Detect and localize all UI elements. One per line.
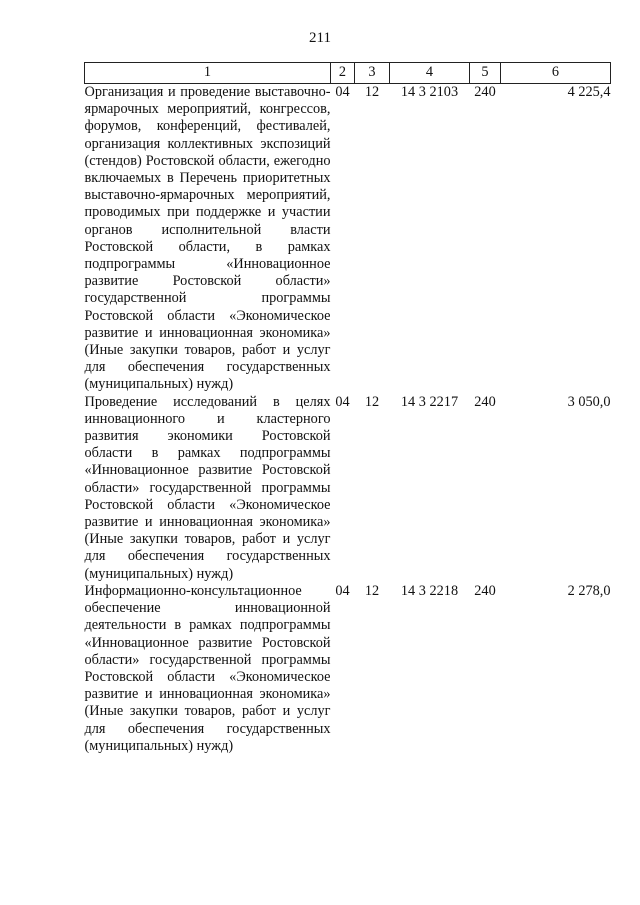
row-subsection: 12 bbox=[364, 393, 380, 410]
header-col-4: 4 bbox=[390, 63, 470, 84]
row-section: 04 bbox=[335, 393, 350, 410]
row-subsection: 12 bbox=[364, 582, 380, 599]
table-row bbox=[85, 583, 611, 755]
header-col-2: 2 bbox=[331, 63, 355, 84]
row-amount: 3 050,0 bbox=[567, 393, 611, 410]
row-description: Проведение исследований в целях инновационного и кластерного развития экономики Ростовской области в рамках подпрограммы «Инновационное развитие Ростовской области» государственной программы Ростовской области «Экономическое развитие и инновационная экономика» (Иные закупки товаров, работ и услуг для обеспечения государственных (муниципальных) нужд) bbox=[84, 393, 331, 582]
row-subsection: 12 bbox=[364, 84, 380, 100]
row-section: 04 bbox=[335, 582, 350, 599]
page-number: 211 bbox=[309, 30, 331, 46]
budget-table bbox=[84, 62, 611, 755]
header-col-1: 1 bbox=[85, 63, 331, 84]
row-expense-type: 240 bbox=[474, 393, 496, 410]
row-description: Организация и проведение выставочно-ярмарочных мероприятий, конгрессов, форумов, конференций, фестивалей, организация коллективных экспозиций (стендов) Ростовской области, ежегодно включаемых в Перечень приоритетных выставочно-ярмарочных мероприятий, проводимых при поддержке и участии органов исполнительной власти Ростовской области, в рамках подпрограммы «Инновационное развитие Ростовской области» государственной программы Ростовской области «Экономическое развитие и инновационная экономика» (Иные закупки товаров, работ и услуг для обеспечения государственных (муниципальных) нужд) bbox=[84, 84, 331, 393]
header-col-5: 5 bbox=[470, 63, 501, 84]
row-description: Информационно-консультационное обеспечение инновационной деятельности в рамках подпрограммы «Инновационное развитие Ростовской области» государственной программы Ростовской области «Экономическое развитие и инновационная экономика» (Иные закупки товаров, работ и услуг для обеспечения государственных (муниципальных) нужд) bbox=[84, 582, 331, 754]
header-row bbox=[85, 63, 611, 84]
row-section: 04 bbox=[335, 84, 350, 100]
row-expense-type: 240 bbox=[474, 84, 496, 100]
row-target-article: 14 3 2218 bbox=[400, 582, 459, 599]
row-expense-type: 240 bbox=[474, 582, 496, 599]
row-target-article: 14 3 2103 bbox=[400, 84, 459, 100]
row-target-article: 14 3 2217 bbox=[400, 393, 459, 410]
table-row bbox=[85, 394, 611, 583]
header-col-3: 3 bbox=[355, 63, 390, 84]
header-col-6: 6 bbox=[501, 63, 611, 84]
row-amount: 4 225,4 bbox=[567, 84, 611, 100]
table-row bbox=[85, 84, 611, 394]
row-amount: 2 278,0 bbox=[567, 582, 611, 599]
